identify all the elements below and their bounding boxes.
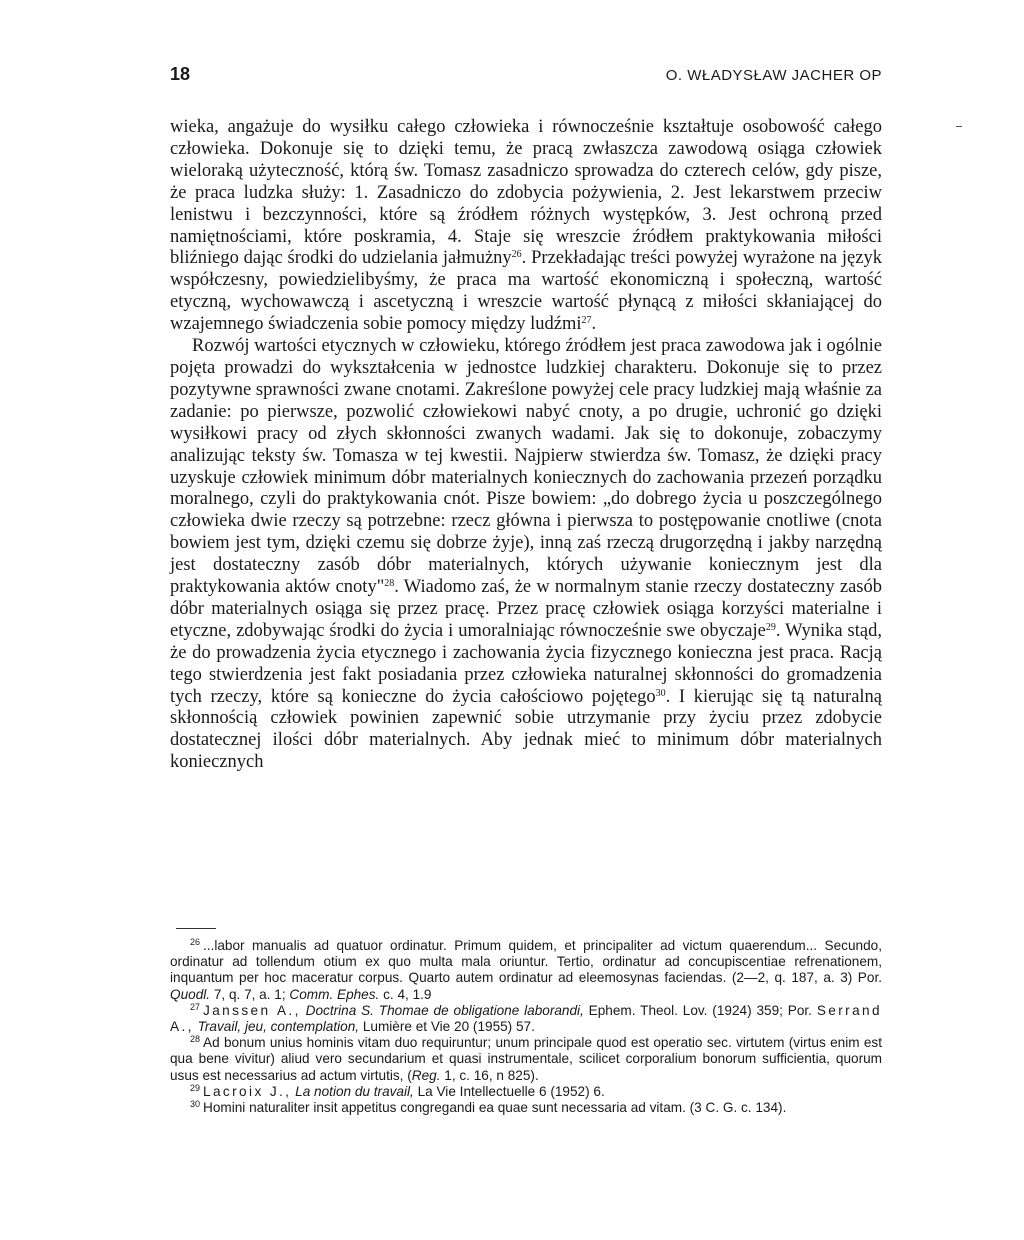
- footnote-29: [170, 1084, 882, 1100]
- paragraph-1: [170, 117, 882, 336]
- page-number: 18: [170, 64, 191, 84]
- footnote-ref-28: 28: [384, 578, 395, 590]
- footnote-text: ...labor manualis ad quatuor ordinatur. Primum quidem, et principaliter ad victum quaerendum... Secundo, ordinatur ad tollendum otium ex quo multa mala oriuntur. Tertio, ordinatur ad concupiscentiae refrenationem, inquantum per hoc maceratur corpus. Quarto autem ordinatur ad eleemosynas faciendas. (2—2, q. 187, a. 3) Por.: [170, 938, 882, 986]
- footnote-italic: Travail, jeu, contemplation,: [197, 1019, 360, 1035]
- footnote-separator: [176, 928, 216, 929]
- page-header: [170, 64, 882, 85]
- footnote-text: c. 4, 1.9: [379, 986, 432, 1002]
- paragraph-1-text-a: wieka, angażuje do wysiłku całego człowieka i równocześnie kształtuje osobowość całego człowieka. Dokonuje się to dzięki temu, że pracą zwłaszcza zawodową osiąga człowiek wieloraką użyteczność, którą św. Tomasz zasadniczo sprowadza do czterech celów, gdy pisze, że praca ludzka służy: 1. Zasadniczo do zdobycia pożywienia, 2. Jest lekarstwem przeciw lenistwu i bezczynności, które są źródłem różnych występków, 3. Jest ochroną przed namiętnościami, które poskramia, 4. Staje się wreszcie źródłem praktykowania miłości bliźniego dając środki do udzielania jałmużny: [170, 117, 882, 269]
- footnote-text: La Vie Intellectuelle 6 (1952) 6.: [413, 1083, 605, 1099]
- body-text: [170, 117, 882, 774]
- footnote-number: 27: [190, 1001, 201, 1012]
- footnote-text: Ephem. Theol. Lov. (1924) 359; Por.: [583, 1002, 817, 1018]
- paragraph-1-text-c: .: [591, 314, 597, 335]
- footnote-text: Ad bonum unius hominis vitam duo requiruntur; unum principale quod est operatio sec. virtutem (virtus enim est qua bene vivitur) aliud vero secundarium et quasi instrumentale, scilicet corporalium bonorum sufficientia, quorum usus est necessarius ad actum virtutis, (: [170, 1035, 882, 1083]
- footnote-ref-26: 26: [511, 249, 522, 261]
- footnote-30: [170, 1100, 882, 1116]
- footnote-number: 26: [190, 937, 201, 947]
- footnote-text: Lumière et Vie 20 (1955) 57.: [359, 1019, 535, 1035]
- paragraph-2-text-d: . I kierując się tą naturalną skłonnością człowiek powinien zapewnić sobie utrzymanie przy życiu przez zdobycie dostatecznej ilości dóbr materialnych. Aby jednak mieć to minimum dóbr materialnych koniecznych: [170, 686, 883, 773]
- footnote-26: [170, 938, 882, 1003]
- margin-mark: [956, 126, 962, 127]
- footnote-number: 30: [190, 1099, 201, 1110]
- footnote-author: Lacroix J.,: [203, 1083, 292, 1099]
- footnotes: [170, 938, 882, 1116]
- paragraph-2-text-a: Rozwój wartości etycznych w człowieku, którego źródłem jest praca zawodowa jak i ogólnie pojęta prowadzi do wykształcenia w jednostce ludzkiej charakteru. Dokonuje się to przez pozytywne sprawności zwane cnotami. Zakreślone powyżej cele pracy ludzkiej mają właśnie za zadanie: po pierwsze, pozwolić człowiekowi nabyć cnoty, a po drugie, uchronić go dzięki wysiłkowi pracy od złych skłonności zwanych wadami. Jak się to dokonuje, zobaczymy analizując teksty św. Tomasza w tej kwestii. Najpierw stwierdza św. Tomasz, że dzięki pracy uzyskuje człowiek minimum dóbr materialnych koniecznych do zachowania przezeń porządku moralnego, czyli do praktykowania cnót. Pisze bowiem: „do dobrego życia u poszczególnego człowieka dwie rzeczy są potrzebne: rzecz główna i pierwsza to postępowanie cnotliwe (cnota bowiem jest tym, dzięki czemu się dobrze żyje), inną zaś rzeczą drugorzędną i jakby narzędną jest dostateczny zasób dóbr materialnych, których używanie koniecznym jest dla praktykowania aktów cnoty": [170, 336, 882, 598]
- paragraph-2-text-c: . Wynika stąd, że do prowadzenia życia etycznego i zachowania życia fizycznego konieczna jest praca. Racją tego stwierdzenia jest fakt posiadania przez człowieka naturalnej skłonności do gromadzenia tych rzeczy, które są konieczne do życia całościowo pojętego: [170, 620, 882, 707]
- paragraph-1-text-b: . Przekładając treści powyżej wyrażone na język współczesny, powiedzielibyśmy, że praca ma wartość ekonomiczną i społeczną, wartość etyczną, wychowawczą i ascetyczną i wreszcie wartość płynącą z miłości skłaniającej do wzajemnego świadczenia sobie pomocy między ludźmi: [170, 248, 882, 335]
- footnote-text: Homini naturaliter insit appetitus congregandi ea quae sunt necessaria ad vitam. (3 C. G. c. 134).: [203, 1100, 787, 1116]
- footnote-text: 1, c. 16, n 825).: [440, 1067, 539, 1083]
- footnote-italic: Quodl.: [170, 986, 211, 1002]
- running-head: O. WŁADYSŁAW JACHER OP: [665, 67, 882, 84]
- footnote-ref-27: 27: [581, 315, 592, 327]
- footnote-italic: La notion du travail,: [295, 1083, 414, 1099]
- footnote-ref-30: 30: [655, 687, 666, 699]
- footnote-author: Serrand A.,: [170, 1002, 882, 1035]
- footnote-ref-29: 29: [765, 621, 776, 633]
- footnote-27: [170, 1003, 882, 1035]
- footnote-number: 29: [190, 1082, 201, 1093]
- paragraph-2-text-b: . Wiadomo zaś, że w normalnym stanie rzeczy dostateczny zasób dóbr materialnych osiąga się przez pracę. Przez pracę człowiek osiąga korzyści materialne i etyczne, zdobywając środki do życia i umoralniając równocześnie swe obyczaje: [170, 577, 882, 641]
- footnote-italic: Doctrina S. Thomae de obligatione laborandi,: [305, 1002, 584, 1018]
- footnote-author: Janssen A.,: [203, 1002, 301, 1018]
- footnote-italic: Comm. Ephes.: [289, 986, 380, 1002]
- footnote-number: 28: [190, 1034, 201, 1045]
- paragraph-2: [170, 336, 882, 774]
- footnote-italic: Reg.: [411, 1067, 441, 1083]
- footnote-28: [170, 1035, 882, 1084]
- footnote-text: 7, q. 7, a. 1;: [210, 986, 290, 1002]
